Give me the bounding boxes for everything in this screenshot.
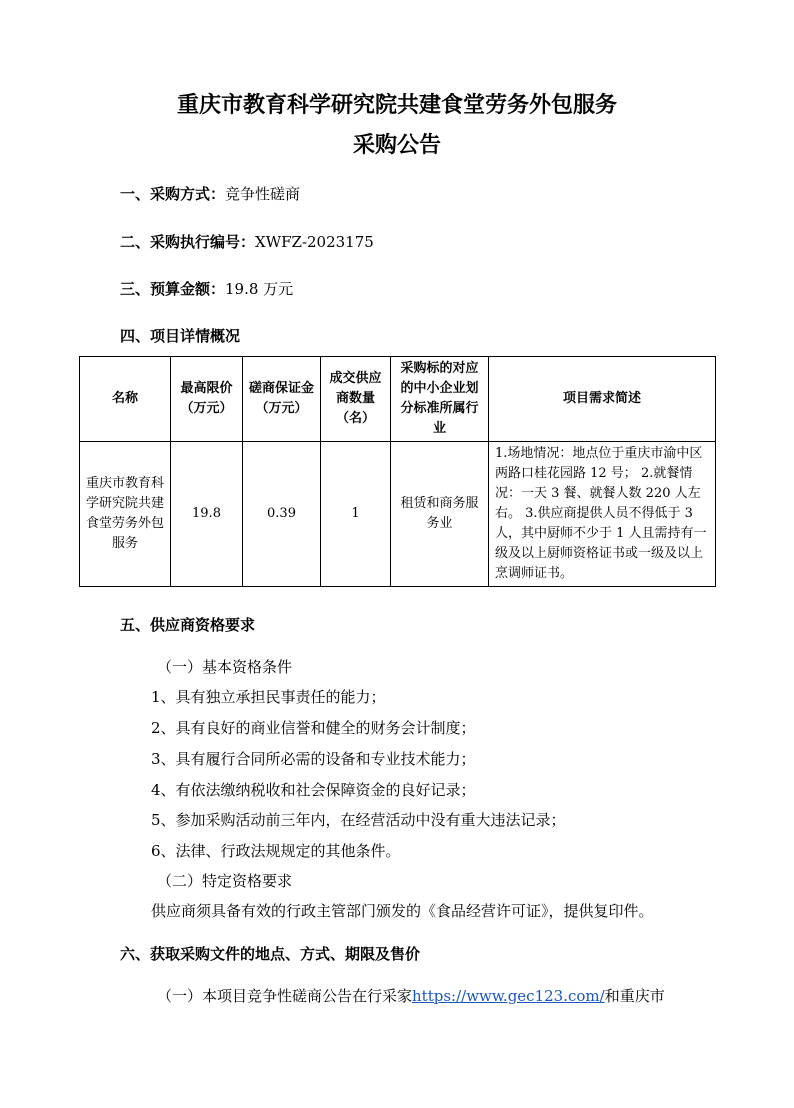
cell-name: 重庆市教育科学研究院共建食堂劳务外包服务 [80, 442, 171, 587]
cell-count: 1 [321, 442, 391, 587]
list-item: 5、参加采购活动前三年内，在经营活动中没有重大违法记录； [151, 811, 566, 829]
section-heading: 四、项目详情概况 [120, 327, 241, 345]
section-supplier-requirements [120, 614, 255, 635]
table-header-row [80, 357, 716, 442]
cell-max-price: 19.8 [171, 442, 243, 587]
col-header-desc: 项目需求简述 [489, 357, 716, 442]
section-heading: 三、预算金额： [120, 280, 226, 298]
section-execution-number [120, 231, 374, 252]
section-value: 19.8 万元 [225, 280, 294, 298]
list-item: 4、有依法缴纳税收和社会保障资金的良好记录； [151, 781, 476, 799]
section-heading: 六、获取采购文件的地点、方式、期限及售价 [120, 945, 421, 963]
list-item: 2、具有良好的商业信誉和健全的财务会计制度； [151, 719, 476, 737]
acquisition-paragraph [157, 985, 665, 1006]
section-procurement-method [120, 183, 300, 204]
col-header-name: 名称 [80, 357, 171, 442]
list-item: 1、具有独立承担民事责任的能力； [151, 688, 386, 706]
section-heading: 二、采购执行编号： [120, 233, 256, 251]
section-document-acquisition [120, 943, 420, 964]
project-table [79, 356, 716, 587]
section-budget [120, 278, 293, 299]
col-header-deposit: 磋商保证金（万元） [243, 357, 321, 442]
section-project-overview [120, 325, 240, 346]
table-row [80, 442, 716, 587]
section-value: 竞争性磋商 [225, 185, 301, 203]
col-header-count: 成交供应商数量（名） [321, 357, 391, 442]
list-item: 3、具有履行合同所必需的设备和专业技术能力； [151, 750, 476, 768]
list-item: 6、法律、行政法规规定的其他条件。 [151, 842, 401, 860]
document-title: 重庆市教育科学研究院共建食堂劳务外包服务 [176, 93, 617, 118]
gec123-link[interactable]: https://www.gec123.com/ [412, 987, 605, 1005]
document-subtitle: 采购公告 [352, 133, 441, 158]
special-requirements-title: （二）特定资格要求 [157, 872, 293, 890]
col-header-max-price: 最高限价（万元） [171, 357, 243, 442]
special-requirements-text: 供应商须具备有效的行政主管部门颁发的《食品经营许可证》，提供复印件。 [151, 902, 654, 920]
section-value: XWFZ-2023175 [255, 233, 374, 251]
col-header-industry: 采购标的对应的中小企业划分标准所属行业 [391, 357, 489, 442]
basic-requirements-title: （一）基本资格条件 [157, 658, 293, 676]
paragraph-text: 和重庆市 [604, 987, 665, 1005]
cell-deposit: 0.39 [243, 442, 321, 587]
section-heading: 一、采购方式： [120, 185, 226, 203]
cell-desc: 1.场地情况：地点位于重庆市渝中区两路口桂花园路 12 号； 2.就餐情况：一天 3 餐、就餐人数 220 人左右。 3.供应商提供人员不得低于 3 人，其中厨师不少于 1 人且需持有一级及以上厨师资格证书或一级及以上烹调师证书。 [489, 442, 716, 587]
section-heading: 五、供应商资格要求 [120, 616, 256, 634]
paragraph-text: （一）本项目竞争性磋商公告在行采家 [157, 987, 413, 1005]
cell-industry: 租赁和商务服务业 [391, 442, 489, 587]
